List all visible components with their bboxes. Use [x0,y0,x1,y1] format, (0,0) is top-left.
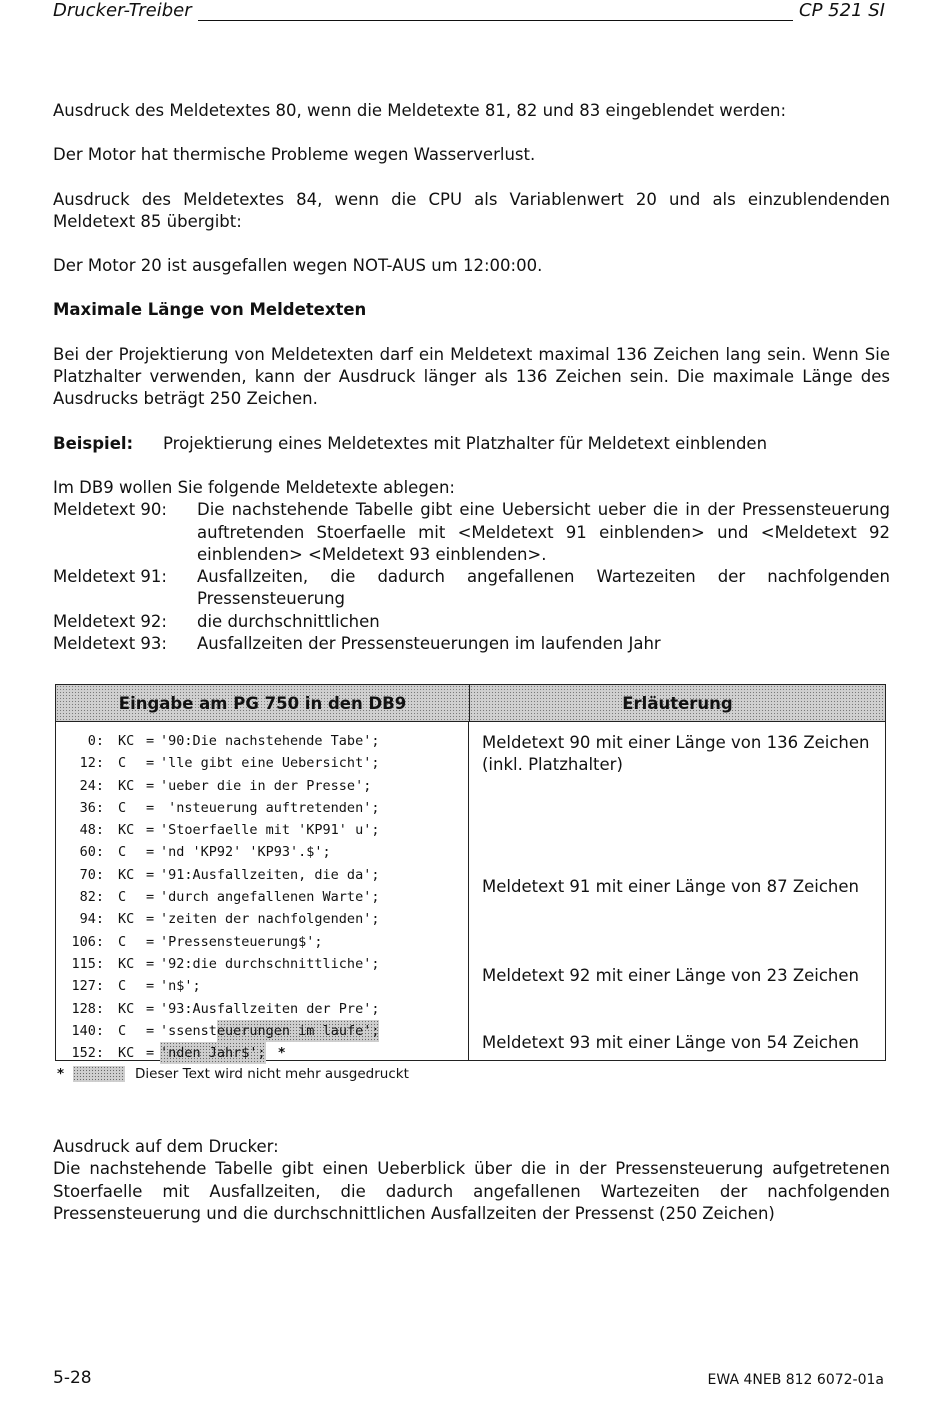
code-line: 70: KC = '91:Ausfallzeiten, die da'; [56,864,468,886]
code-keyword: C [118,799,127,816]
code-line: 127: C = 'n$'; [56,975,468,997]
code-keyword: C [118,755,127,772]
message-key: Meldetext 92: [53,611,167,631]
explanation-93: Meldetext 93 mit einer Länge von 54 Zeichen [482,1033,860,1052]
code-line: 12: C = 'lle gibt eine Uebersicht'; [56,752,468,774]
code-keyword: C [118,933,127,950]
explanation-91: Meldetext 91 mit einer Länge von 87 Zeichen [482,877,860,896]
message-text: Ausfallzeiten, die dadurch angefallenen Wartezeiten der nachfolgenden Pressensteuerung [197,567,890,609]
code-line: 60: C = 'nd 'KP92' 'KP93'.$'; [56,841,468,863]
code-offset: 12: [79,755,104,772]
code-value: '92:die durchschnittliche'; [160,955,380,972]
code-keyword: KC [118,1045,135,1062]
header-section-title: Drucker-Treiber [53,0,198,22]
code-keyword: C [118,889,127,906]
footnote-marker: * [277,1045,286,1062]
code-line: 128: KC = '93:Ausfallzeiten der Pre'; [56,998,468,1020]
code-value: 'n$'; [160,978,201,995]
explanation-90: Meldetext 90 mit einer Länge von 136 Zeichen [482,733,870,752]
code-offset: 128: [71,1000,104,1017]
page-number: 5-28 [53,1368,92,1388]
code-value: 'ueber die in der Presse'; [160,777,372,794]
message-item [53,633,890,655]
message-key: Meldetext 93: [53,634,167,654]
paragraph-4: Der Motor 20 ist ausgefallen wegen NOT-AUS um 12:00:00. [53,256,543,276]
printer-output [53,1136,890,1225]
db9-intro: Im DB9 wollen Sie folgende Meldetexte ablegen: [53,477,455,497]
example-text: Projektierung eines Meldetextes mit Platzhalter für Meldetext einblenden [163,433,768,453]
code-line: 140: C = 'ssenst euerungen im laufe'; [56,1020,468,1042]
footnote-text: Dieser Text wird nicht mehr ausgedruckt [135,1066,409,1082]
dotted-swatch [73,1066,125,1082]
table-header-explanation: Erläuterung [622,693,733,713]
code-value: 'ssenst [160,1022,217,1039]
table-header [56,685,885,722]
message-key: Meldetext 91: [53,567,167,587]
code-offset: 36: [79,799,104,816]
explanation-92: Meldetext 92 mit einer Länge von 23 Zeichen [482,966,860,985]
code-offset: 82: [79,889,104,906]
code-line: 152: KC = 'nden Jahr$'; * [56,1042,468,1064]
table-header-input: Eingabe am PG 750 in den DB9 [56,685,470,721]
table-footnote [57,1066,409,1082]
code-offset: 152: [71,1045,104,1062]
code-line: 48: KC = 'Stoerfaelle mit 'KP91' u'; [56,819,468,841]
body-text [53,100,890,655]
code-keyword: KC [118,955,135,972]
code-line: 82: C = 'durch angefallenen Warte'; [56,886,468,908]
code-keyword: KC [118,866,135,883]
code-line: 94: KC = 'zeiten der nachfolgenden'; [56,908,468,930]
table-body [56,722,885,1060]
code-line: 36: C = 'nsteuerung auftretenden'; [56,797,468,819]
message-text: Die nachstehende Tabelle gibt eine Uebersicht ueber die in der Pressensteuerung auftretenden Stoerfaelle mit <Meldetext 91 einblenden> und <Meldetext 92 einblenden> <Meldetext 93 einblenden>. [197,500,890,564]
header-product: CP 521 SI [793,0,885,22]
message-item [53,566,890,611]
code-offset: 94: [79,911,104,928]
code-line: 24: KC = 'ueber die in der Presse'; [56,775,468,797]
code-value: 'durch angefallenen Warte'; [160,889,380,906]
code-keyword: KC [118,911,135,928]
code-offset: 70: [79,866,104,883]
printer-output-text: Die nachstehende Tabelle gibt einen Ueberblick über die in der Pressensteuerung aufgetretenen Stoerfaelle mit Ausfallzeiten, die dadurch angefallenen Wartezeiten der nachfolgenden Pressensteuerung und die durchschnittlichen Ausfallzeiten der Pressenst (250 Zeichen) [53,1159,890,1223]
db9-table [55,684,886,1061]
truncated-text: 'nden Jahr$'; [160,1042,266,1064]
code-value: 'nd 'KP92' 'KP93'.$'; [160,844,331,861]
code-value: '93:Ausfallzeiten der Pre'; [160,1000,380,1017]
message-item [53,499,890,566]
explanation-column [469,722,885,1060]
code-value: 'Pressensteuerung$'; [160,933,323,950]
code-line: 106: C = 'Pressensteuerung$'; [56,931,468,953]
page-header [53,0,885,24]
code-column [56,722,469,1060]
code-line: 115: KC = '92:die durchschnittliche'; [56,953,468,975]
code-keyword: C [118,844,127,861]
code-keyword: KC [118,733,135,749]
code-value: '90:Die nachstehende Tabe'; [160,733,380,749]
code-offset: 24: [79,777,104,794]
code-keyword: KC [118,1000,135,1017]
document-id: EWA 4NEB 812 6072-01a [707,1372,884,1388]
message-text: die durchschnittlichen [197,611,380,631]
paragraph-2: Der Motor hat thermische Probleme wegen Wasserverlust. [53,145,536,165]
message-item [53,611,890,633]
code-keyword: KC [118,822,135,839]
code-offset: 127: [71,978,104,995]
code-value: '91:Ausfallzeiten, die da'; [160,866,380,883]
code-keyword: C [118,978,127,995]
code-value: 'lle gibt eine Uebersicht'; [160,755,380,772]
footnote-star: * [57,1066,65,1082]
message-key: Meldetext 90: [53,500,167,520]
truncated-text: euerungen im laufe'; [217,1020,380,1042]
explanation-90-note: (inkl. Platzhalter) [482,755,623,774]
code-value: 'zeiten der nachfolgenden'; [160,911,380,928]
code-line: 0: KC = '90:Die nachstehende Tabe'; [56,730,468,752]
printer-output-title: Ausdruck auf dem Drucker: [53,1137,279,1156]
code-keyword: KC [118,777,135,794]
section-heading: Maximale Länge von Meldetexten [53,300,367,320]
example-label: Beispiel: [53,433,134,453]
code-offset: 60: [79,844,104,861]
paragraph-3: Ausdruck des Meldetextes 84, wenn die CPU als Variablenwert 20 und als einzublendenden Meldetext 85 übergibt: [53,189,890,231]
code-offset: 106: [71,933,104,950]
message-text: Ausfallzeiten der Pressensteuerungen im laufenden Jahr [197,634,661,654]
code-keyword: C [118,1022,127,1039]
paragraph-1: Ausdruck des Meldetextes 80, wenn die Meldetexte 81, 82 und 83 eingeblendet werden: [53,101,787,120]
paragraph-5: Bei der Projektierung von Meldetexten darf ein Meldetext maximal 136 Zeichen lang sein. Wenn Sie Platzhalter verwenden, kann der Ausdruck länger als 136 Zeichen sein. Die maximale Länge des Ausdrucks beträgt 250 Zeichen. [53,344,890,409]
code-offset: 48: [79,822,104,839]
example [53,433,890,455]
code-offset: 0: [87,733,104,749]
code-value: 'nsteuerung auftretenden'; [160,799,380,816]
code-offset: 140: [71,1022,104,1039]
code-offset: 115: [71,955,104,972]
code-value: 'Stoerfaelle mit 'KP91' u'; [160,822,380,839]
